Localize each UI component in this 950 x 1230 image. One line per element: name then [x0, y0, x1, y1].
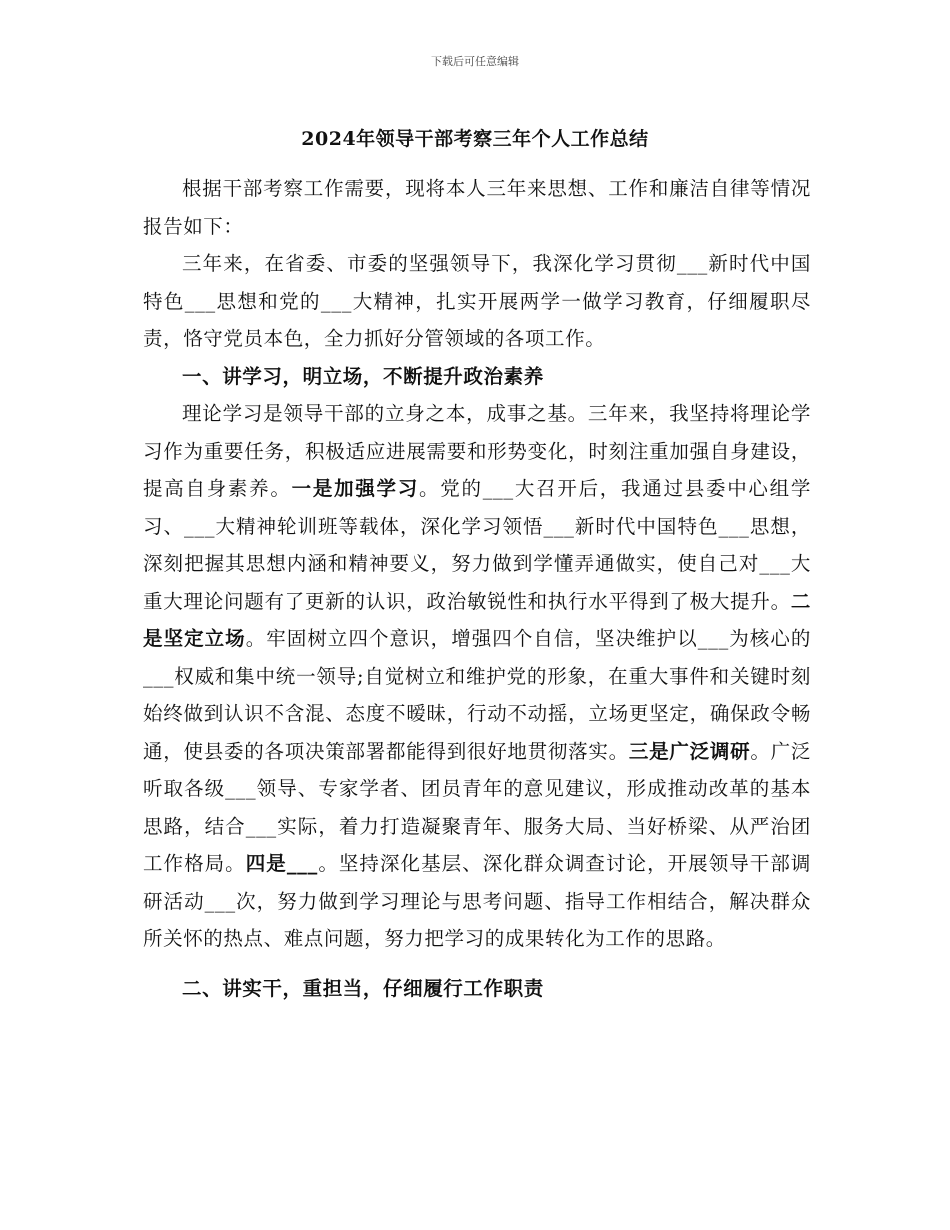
- summary-paragraph: 三年来，在省委、市委的坚强领导下，我深化学习贯彻___新时代中国特色___思想和党的___大精神，扎实开展两学一做学习教育，仔细履职尽责，恪守党员本色，全力抓好分管领域的各项工作。: [143, 252, 811, 350]
- section-1-text-2: 。党的___大召开后，我通过县委中心组学习、___大精神轮训班等载体，深化学习领悟___新时代中国特色___思想，深刻把握其思想内涵和精神要义，努力做到学懂弄通做实，使自己对___大重大理论问题有了更新的认识，政治敏锐性和执行水平得到了极大提升。: [143, 477, 811, 613]
- document-body: [143, 170, 811, 1007]
- point-3-label: 三是广泛调研: [628, 739, 751, 763]
- point-2-label: 二是坚定立场: [143, 589, 811, 650]
- point-4-label: 四是___: [245, 852, 318, 875]
- section-1-paragraph: [143, 395, 811, 958]
- header-note: 下载后可任意编辑: [431, 55, 519, 68]
- section-1-text-4: 。广泛听取各级___领导、专家学者、团员青年的意见建议，形成推动改革的基本思路，结合___实际，着力打造凝聚青年、服务大局、当好桥梁、从严治团工作格局。: [143, 739, 811, 875]
- section-1-text-1: 理论学习是领导干部的立身之本，成事之基。三年来，我坚持将理论学习作为重要任务，积极适应进展需要和形势变化，时刻注重加强自身建设，提高自身素养。: [143, 402, 811, 500]
- intro-paragraph: 根据干部考察工作需要，现将本人三年来思想、工作和廉洁自律等情况报告如下：: [143, 177, 811, 238]
- section-1-text-3: 。牢固树立四个意识，增强四个自信，坚决维护以___为核心的___权威和集中统一领导;自觉树立和维护党的形象，在重大事件和关键时刻始终做到认识不含混、态度不暧昧，行动不动摇，立场更坚定，确保政令畅通，使县委的各项决策部署都能得到很好地贯彻落实。: [143, 627, 811, 763]
- point-1-label: 一是加强学习: [291, 477, 420, 500]
- document-title: 2024年领导干部考察三年个人工作总结: [301, 128, 649, 150]
- section-2-heading: 二、讲实干，重担当，仔细履行工作职责: [182, 976, 544, 1000]
- section-1-heading: 一、讲学习，明立场，不断提升政治素养: [182, 364, 544, 388]
- section-1-text-5: 。坚持深化基层、深化群众调查讨论，开展领导干部调研活动___次，努力做到学习理论与思考问题、指导工作相结合，解决群众所关怀的热点、难点问题，努力把学习的成果转化为工作的思路。: [143, 852, 811, 950]
